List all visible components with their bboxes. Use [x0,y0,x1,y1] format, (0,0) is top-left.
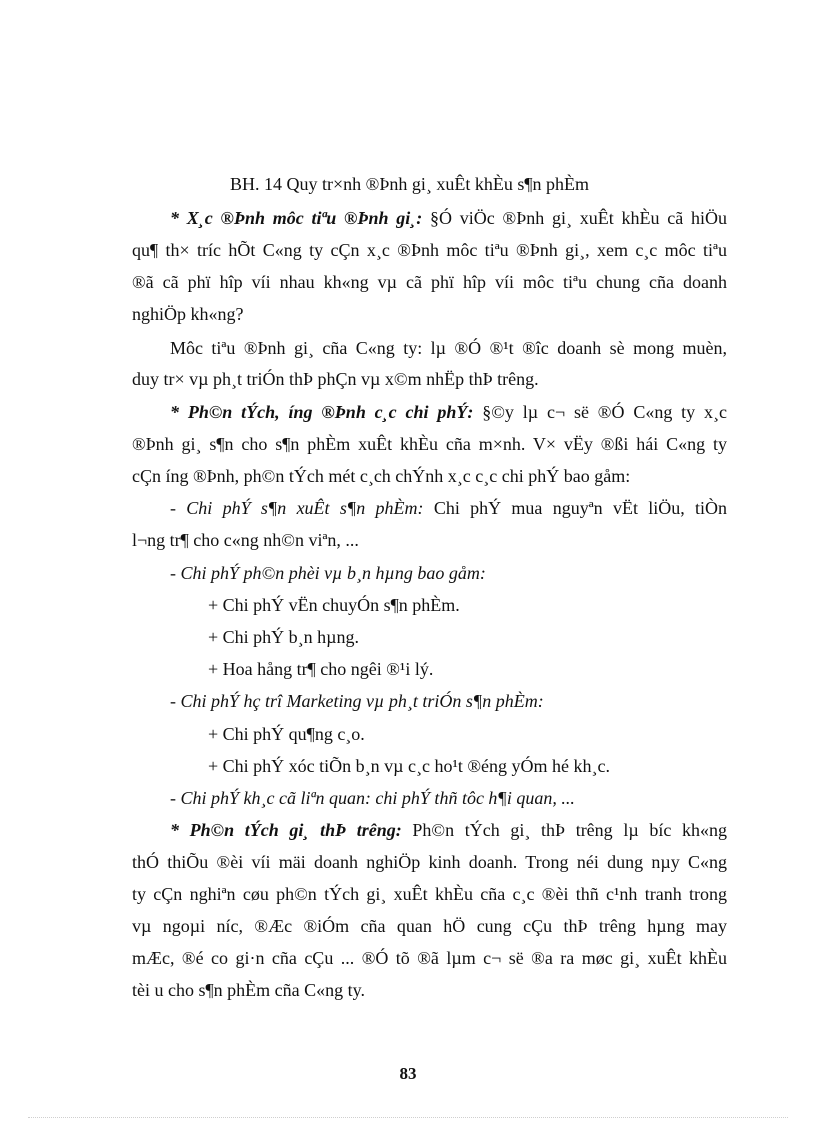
section-4-line-2: thÓ thiÕu ®èi víi mäi doanh nghiÖp kinh doanh. Trong néi dung nµy C«ng [132,852,727,872]
cost-1-dash: - [170,498,187,518]
section-3-heading: * Ph©n tÝch, íng ®Þnh c¸c chi phÝ: [170,402,474,422]
cost-4-label: - Chi phÝ kh¸c cã liªn quan: chi phÝ thñ tôc h¶i quan, ... [170,788,575,808]
cost-2-item-3: + Hoa hång tr¶ cho ngêi ®¹i lý. [208,659,434,679]
section-3-line-2: ®Þnh gi¸ s¶n cho s¶n phÈm xuÊt khÈu cña m×nh. V× vËy ®ßi hái C«ng ty [132,434,727,454]
cost-1-text: Chi phÝ mua nguyªn vËt liÖu, tiÒn [433,498,728,518]
section-4-first-line [132,818,727,842]
section-4-line-4: vµ ngoµi níc, ®Æc ®iÓm cña quan hÖ cung cÇu thÞ trêng hµng may [132,916,727,936]
section-4-line-5: mÆc, ®é co gi·n cña cÇu ... ®Ó tõ ®ã lµm c¬ së ®a ra møc gi¸ xuÊt khÈu [132,948,727,968]
section-1-first-line [132,206,727,230]
section-1-text: §Ó viÖc ®Þnh gi¸ xuÊt khÈu cã hiÖu [430,208,728,228]
paragraph-2-line-2: duy tr× vµ ph¸t triÓn thÞ phÇn vµ x©m nhËp thÞ trêng. [132,369,539,389]
section-1-line-2: qu¶ th× tríc hÕt C«ng ty cÇn x¸c ®Þnh môc tiªu ®Þnh gi¸, xem c¸c môc tiªu [132,240,727,260]
section-3-text: §©y lµ c¬ së ®Ó C«ng ty x¸c [482,402,728,422]
section-4-line-6: tèi u cho s¶n phÈm cña C«ng ty. [132,980,365,1000]
section-3-first-line [132,400,727,424]
section-3-line-3: cÇn íng ®Þnh, ph©n tÝch mét c¸ch chÝnh x¸c c¸c chi phÝ bao gåm: [132,466,631,486]
section-1-line-3: ®ã cã phï hîp víi nhau kh«ng vµ cã phï hîp víi môc tiªu chung cña doanh [132,272,727,292]
section-1-line-4: nghiÖp kh«ng? [132,304,244,324]
cost-3-label: - Chi phÝ hç trî Marketing vµ ph¸t triÓn s¶n phÈm: [170,691,544,711]
cost-2-item-2: + Chi phÝ b¸n hµng. [208,627,360,647]
section-1-heading: * X¸c ®Þnh môc tiªu ®Þnh gi¸: [170,208,423,228]
cost-1-label: Chi phÝ s¶n xuÊt s¶n phÈm: [186,498,424,518]
cost-1-line-1 [170,496,727,520]
figure-title: BH. 14 Quy tr×nh ®Þnh gi¸ xuÊt khÈu s¶n phÈm [230,174,589,194]
page-number: 83 [399,1064,417,1083]
section-4-heading: * Ph©n tÝch gi¸ thÞ trêng: [170,820,402,840]
cost-2-label: - Chi phÝ ph©n phèi vµ b¸n hµng bao gåm: [170,563,486,583]
cost-1-line-2: l¬ng tr¶ cho c«ng nh©n viªn, ... [132,530,359,550]
cost-3-item-1: + Chi phÝ qu¶ng c¸o. [208,724,365,744]
paragraph-2-line-1: Môc tiªu ®Þnh gi¸ cña C«ng ty: lµ ®Ó ®¹t ®îc doanh sè mong muèn, [170,338,727,358]
cost-3-item-2: + Chi phÝ xóc tiÕn b¸n vµ c¸c ho¹t ®éng yÓm hé kh¸c. [208,756,611,776]
section-4-line-3: ty cÇn nghiªn cøu ph©n tÝch gi¸ xuÊt khÈu cña c¸c ®èi thñ c¹nh tranh trong [132,884,727,904]
footer-divider [28,1117,788,1118]
section-4-text: Ph©n tÝch gi¸ thÞ trêng lµ bíc kh«ng [412,820,727,840]
cost-2-item-1: + Chi phÝ vËn chuyÓn s¶n phÈm. [208,595,460,615]
